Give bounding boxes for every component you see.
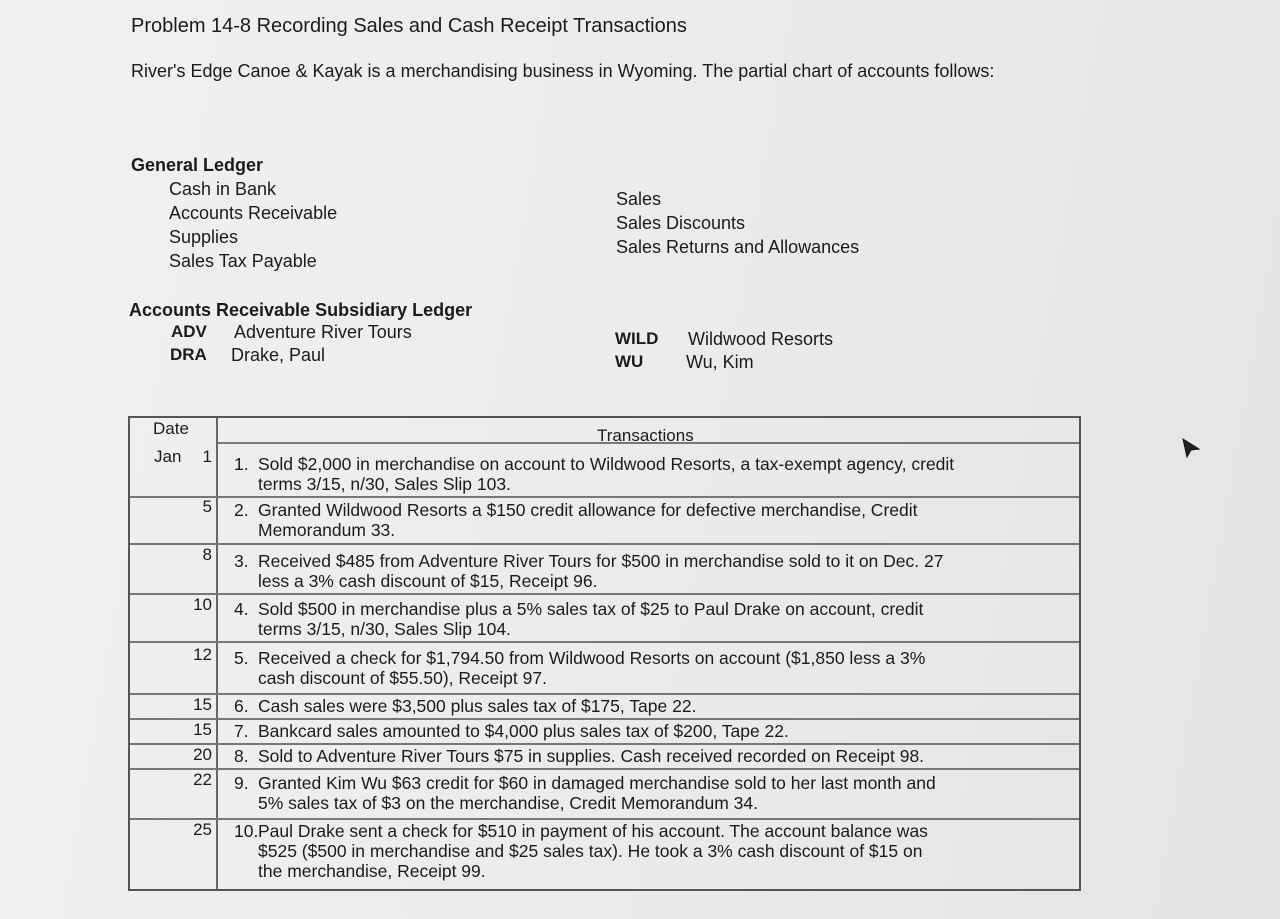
table-row xyxy=(234,746,1064,766)
transaction-number: 8. xyxy=(234,746,249,766)
table-row xyxy=(234,721,1064,741)
transaction-text: Bankcard sales amounted to $4,000 plus sales tax of $200, Tape 22. xyxy=(258,721,789,741)
table-row xyxy=(234,454,1064,494)
date-day: 15 xyxy=(193,720,212,739)
date-day: 1 xyxy=(202,447,212,466)
transaction-text-continued: the merchandise, Receipt 99. xyxy=(258,861,486,881)
transaction-number: 5. xyxy=(234,648,249,668)
account-accounts-receivable: Accounts Receivable xyxy=(169,203,338,223)
date-day: 22 xyxy=(193,770,212,789)
customer-name-drake-paul: Drake, Paul xyxy=(231,345,326,365)
intro-paragraph: River's Edge Canoe & Kayak is a merchandising business in Wyoming. The partial chart of accounts follows: xyxy=(131,61,995,81)
general-ledger-heading: General Ledger xyxy=(131,155,264,175)
date-day: 8 xyxy=(202,545,212,564)
transaction-number: 3. xyxy=(234,551,249,571)
table-row-date xyxy=(140,497,212,517)
transaction-number: 9. xyxy=(234,773,249,793)
date-day: 10 xyxy=(193,595,212,614)
customer-name-wildwood-resorts: Wildwood Resorts xyxy=(688,329,834,349)
customer-name-wu-kim: Wu, Kim xyxy=(686,352,754,372)
table-row xyxy=(234,773,1064,813)
table-row-date xyxy=(140,770,212,790)
general-ledger-left-accounts xyxy=(169,177,337,273)
transaction-text: Paul Drake sent a check for $510 in payment of his account. The account balance was xyxy=(258,821,928,841)
row-divider xyxy=(130,496,1079,498)
row-divider xyxy=(130,593,1079,595)
transaction-text: Sold $500 in merchandise plus a 5% sales tax of $25 to Paul Drake on account, credit xyxy=(258,599,924,619)
transaction-number: 1. xyxy=(234,454,249,474)
problem-title: Problem 14-8 Recording Sales and Cash Receipt Transactions xyxy=(131,15,687,37)
account-sales-discounts: Sales Discounts xyxy=(616,213,746,233)
table-row xyxy=(234,599,1064,639)
transaction-number: 2. xyxy=(234,500,249,520)
customer-code-adv: ADV xyxy=(171,322,207,341)
transaction-text: Sold $2,000 in merchandise on account to Wildwood Resorts, a tax-exempt agency, credit xyxy=(258,454,955,474)
row-divider xyxy=(130,768,1079,770)
transaction-text: Sold to Adventure River Tours $75 in supplies. Cash received recorded on Receipt 98. xyxy=(258,746,925,766)
table-row-date xyxy=(140,720,212,740)
transaction-text: Received a check for $1,794.50 from Wildwood Resorts on account ($1,850 less a 3% xyxy=(258,648,926,668)
transaction-number: 7. xyxy=(234,721,249,741)
transaction-number: 10. xyxy=(234,821,259,841)
table-row-date xyxy=(140,595,212,615)
transactions-column-header: Transactions xyxy=(597,426,694,445)
general-ledger-right-accounts xyxy=(616,187,859,259)
transaction-text-continued: terms 3/15, n/30, Sales Slip 103. xyxy=(258,474,511,494)
transaction-text: Received $485 from Adventure River Tours for $500 in merchandise sold to it on Dec. 27 xyxy=(258,551,944,571)
transaction-number: 6. xyxy=(234,696,249,716)
row-divider xyxy=(130,818,1079,820)
transaction-text-continued: less a 3% cash discount of $15, Receipt 96. xyxy=(258,571,598,591)
table-row xyxy=(234,821,1064,881)
date-month: Jan xyxy=(154,447,182,466)
customer-code-wild: WILD xyxy=(615,329,659,348)
account-sales-returns: Sales Returns and Allowances xyxy=(616,237,860,257)
table-row-date xyxy=(140,545,212,565)
transaction-text-continued: $525 ($500 in merchandise and $25 sales tax). He took a 3% cash discount of $15 on xyxy=(258,841,923,861)
transaction-text-continued: terms 3/15, n/30, Sales Slip 104. xyxy=(258,619,511,639)
table-row xyxy=(234,500,1064,540)
account-cash-in-bank: Cash in Bank xyxy=(169,179,277,199)
date-day: 5 xyxy=(202,497,212,516)
table-row-date xyxy=(140,645,212,665)
table-row-date xyxy=(140,447,212,467)
transaction-number: 4. xyxy=(234,599,249,619)
date-column-header: Date xyxy=(153,419,189,438)
row-divider xyxy=(130,743,1079,745)
mouse-pointer-icon xyxy=(1181,437,1201,459)
date-day: 25 xyxy=(193,820,212,839)
table-row xyxy=(234,696,1064,716)
date-day: 20 xyxy=(193,745,212,764)
row-divider xyxy=(130,718,1079,720)
date-day: 15 xyxy=(193,695,212,714)
transaction-text-continued: cash discount of $55.50), Receipt 97. xyxy=(258,668,547,688)
transaction-text: Granted Kim Wu $63 credit for $60 in damaged merchandise sold to her last month and xyxy=(258,773,936,793)
row-divider xyxy=(130,693,1079,695)
transaction-text: Granted Wildwood Resorts a $150 credit allowance for defective merchandise, Credit xyxy=(258,500,918,520)
row-divider xyxy=(130,543,1079,545)
table-row-date xyxy=(140,745,212,765)
subsidiary-ledger-heading: Accounts Receivable Subsidiary Ledger xyxy=(129,300,473,320)
row-divider xyxy=(130,641,1079,643)
table-row xyxy=(234,648,1064,688)
table-row-date xyxy=(140,695,212,715)
transaction-text: Cash sales were $3,500 plus sales tax of $175, Tape 22. xyxy=(258,696,697,716)
account-supplies: Supplies xyxy=(169,227,239,247)
customer-code-dra: DRA xyxy=(170,345,207,364)
transaction-text-continued: Memorandum 33. xyxy=(258,520,396,540)
transaction-text-continued: 5% sales tax of $3 on the merchandise, Credit Memorandum 34. xyxy=(258,793,758,813)
customer-code-wu: WU xyxy=(615,352,644,371)
table-row xyxy=(234,551,1064,591)
customer-name-adventure-river-tours: Adventure River Tours xyxy=(234,322,412,342)
date-day: 12 xyxy=(193,645,212,664)
table-row-date xyxy=(140,820,212,840)
account-sales-tax-payable: Sales Tax Payable xyxy=(169,251,317,271)
account-sales: Sales xyxy=(616,189,662,209)
